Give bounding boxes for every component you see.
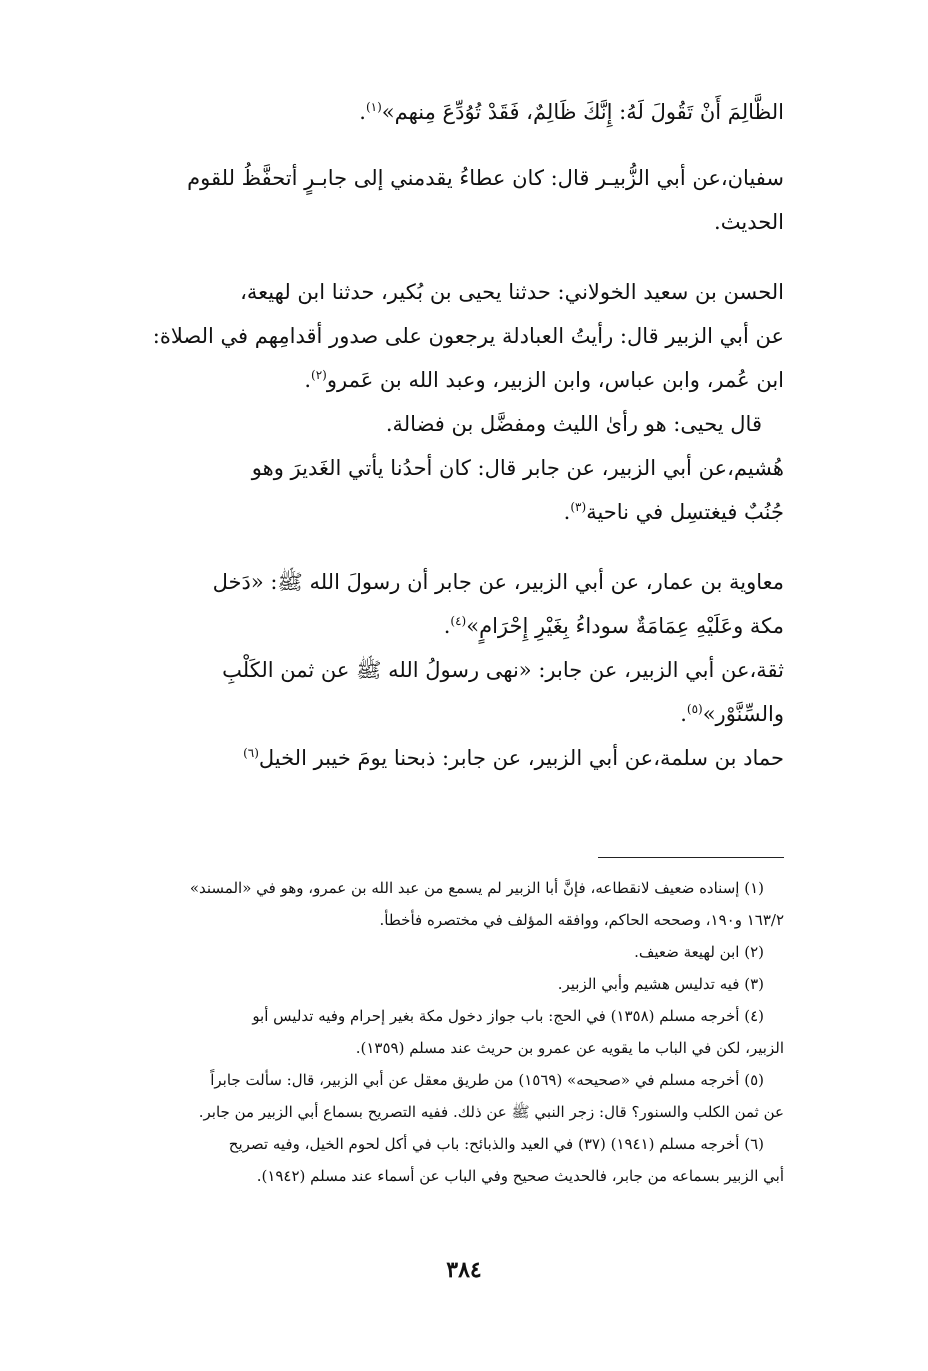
footnote-line: الزبير، لكن في الباب ما يقويه عن عمرو بن حريث عند مسلم (١٣٥٩). — [355, 1039, 784, 1057]
text-line: والسِّنَّوْر»$^{(٥)}$. — [680, 702, 784, 726]
footnote-ref[interactable]: (٥) — [686, 702, 703, 716]
text-line: معاوية بن عمار، عن أبي الزبير، عن جابر أن رسولَ الله ﷺ: «دَخل — [212, 570, 784, 594]
text-line: ابن عُمر، وابن عباس، وابن الزبير، وعبد الله بن عَمرو$^{(٢)}$. — [304, 368, 784, 392]
footnote-6 — [126, 1128, 784, 1192]
footnote-line: (١) إسناده ضعيف لانقطاعه، فإنَّ أبا الزبير لم يسمع من عبد الله بن عمرو، وهو في «المسند» — [189, 879, 764, 897]
footnote-ref[interactable]: (٢) — [311, 368, 327, 382]
text-line: الحديث. — [714, 210, 784, 234]
footnote-ref[interactable]: (٣) — [570, 500, 587, 514]
footnote-5 — [126, 1064, 784, 1128]
footnote-1 — [126, 872, 784, 936]
text-line: سفيان،عن أبي الزُّبيـر قال: كان عطاءُ يقدمني إلى جابـرٍ أتحفَّظُ للقوم — [187, 166, 784, 190]
text-line: الحسن بن سعيد الخولاني: حدثنا يحيى بن بُكير، حدثنا ابن لهيعة، — [240, 280, 784, 304]
footnote-line: (٤) أخرجه مسلم (١٣٥٨) في الحج: باب جواز دخول مكة بغير إحرام وفيه تدليس أبو — [252, 1007, 764, 1025]
footnote-line: عن ثمن الكلب والسنور؟ قال: زجر النبي ﷺ عن ذلك. ففيه التصريح بسماع أبي الزبير من جابر. — [198, 1103, 784, 1121]
footnotes — [126, 872, 784, 1192]
footnote-2 — [126, 936, 784, 968]
page-number: ٣٨٤ — [446, 1257, 482, 1283]
text-line: عن أبي الزبير قال: رأيتُ العبادلة يرجعون على صدور أقدامِهم في الصلاة: — [152, 324, 784, 348]
footnote-4 — [126, 1000, 784, 1064]
paragraph-6 — [128, 648, 784, 736]
paragraph-7 — [128, 736, 784, 780]
main-text — [128, 90, 784, 780]
paragraph-2 — [128, 156, 784, 244]
footnote-line: (٥) أخرجه مسلم في «صحيحه» (١٥٦٩) من طريق معقل عن أبي الزبير، قال: سألت جابراً — [210, 1071, 764, 1089]
footnote-ref[interactable]: (٦) — [243, 746, 259, 760]
paragraph-5 — [128, 560, 784, 648]
footnote-line: (٦) أخرجه مسلم (١٩٤١) (٣٧) في العيد والذبائح: باب في أكل لحوم الخيل، وفيه تصريح — [228, 1135, 764, 1153]
text-line: ثقة،عن أبي الزبير، عن جابر: «نهى رسولُ الله ﷺ عن ثمن الكَلْبِ — [222, 658, 784, 682]
text-line: حماد بن سلمة،عن أبي الزبير، عن جابر: ذبحنا يومَ خيبر الخيل$^{(٦)}$ — [243, 746, 784, 770]
footnote-ref[interactable]: (١) — [365, 100, 382, 114]
paragraph-1 — [128, 90, 784, 134]
footnote-divider — [598, 857, 784, 858]
text-line: الظَّالِمَ أَنْ تَقُولَ لَهُ: إِنَّكَ ظَالِمٌ، فَقَدْ تُوُدِّعَ مِنهم»$^{(١)}$. — [359, 100, 784, 124]
paragraph-4 — [128, 446, 784, 534]
footnote-3 — [126, 968, 784, 1000]
footnote-ref[interactable]: (٤) — [450, 614, 467, 628]
footnote-line: أبي الزبير بسماعه من جابر، فالحديث صحيح وفي الباب عن أسماء عند مسلم (١٩٤٢). — [256, 1167, 784, 1185]
text-line: هُشيم،عن أبي الزبير، عن جابر قال: كان أحدُنا يأتي الغَديرَ وهو — [251, 456, 784, 480]
text-line: قال يحيى: هو رأىٰ الليث ومفضَّل بن فضالة. — [385, 412, 762, 436]
paragraph-3 — [128, 270, 784, 446]
text-line: جُنُبٌ فيغتسِل في ناحية$^{(٣)}$. — [563, 500, 784, 524]
footnote-line: ١٦٣/٢ و١٩٠، وصححه الحاكم، ووافقه المؤلف في مختصره فأخطأ. — [379, 911, 784, 929]
text-line: مكة وعَلَيْهِ عِمَامَةٌ سوداءُ بِغَيْرِ إِحْرَامٍ»$^{(٤)}$. — [443, 614, 784, 638]
footnote-line: (٢) ابن لهيعة ضعيف. — [634, 943, 764, 961]
footnote-line: (٣) فيه تدليس هشيم وأبي الزبير. — [557, 975, 764, 993]
